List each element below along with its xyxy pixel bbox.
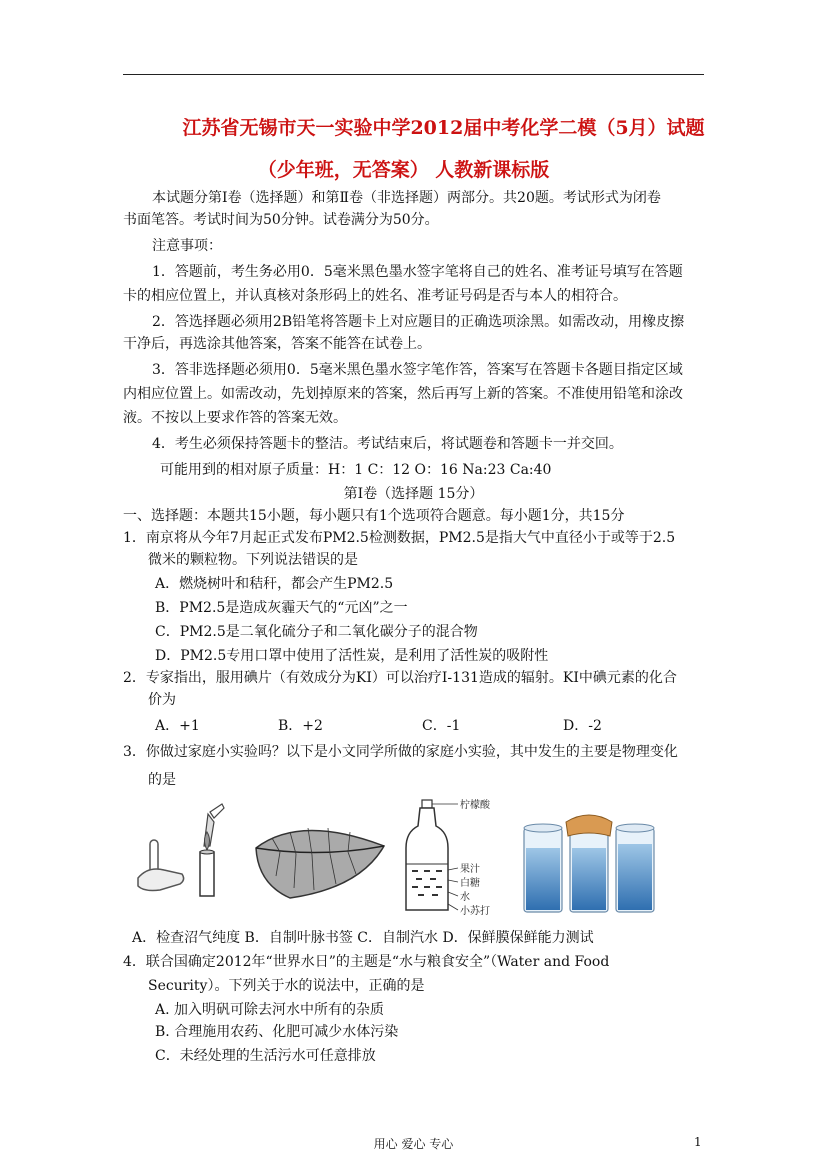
page-number: 1	[694, 1135, 702, 1149]
intro-line: 本试题分第Ⅰ卷（选择题）和第Ⅱ卷（非选择题）两部分。共20题。考试形式为闭卷	[152, 190, 661, 206]
question-1-option-c: C．PM2.5是二氧化硫分子和二氧化碳分子的混合物	[155, 624, 478, 640]
exam-title-line2: （少年班，无答案） 人教新课标版	[257, 159, 550, 181]
label-juice: 果汁	[460, 864, 480, 875]
question-3-options: A．检查沼气纯度 B．自制叶脉书签 C．自制汽水 D．保鲜膜保鲜能力测试	[132, 930, 594, 946]
question-2-stem: 价为	[148, 692, 176, 708]
homemade-soda-figure	[400, 798, 520, 918]
question-4-option-a: A. 加入明矾可除去河水中所有的杂质	[155, 1002, 385, 1018]
notice-item: 液。不按以上要求作答的答案无效。	[123, 410, 347, 426]
question-3-stem: 的是	[148, 772, 176, 788]
header-rule	[123, 74, 704, 75]
notice-item: 2．答选择题必须用2B铅笔将答题卡上对应题目的正确选项涂黑。如需改动，用橡皮擦	[152, 314, 685, 330]
label-water: 水	[460, 892, 470, 903]
question-1-stem: 1．南京将从今年7月起正式发布PM2.5检测数据，PM2.5是指大气中直径小于或等于2.5	[123, 530, 676, 546]
notice-item: 4．考生必须保持答题卡的整洁。考试结束后，将试题卷和答题卡一并交回。	[152, 436, 623, 452]
cling-film-test-figure	[520, 802, 660, 918]
section-instructions: 一、选择题：本题共15小题，每小题只有1个选项符合题意。每小题1分，共15分	[123, 508, 625, 524]
notice-item: 1．答题前，考生务必用0．5毫米黑色墨水签字笔将自己的姓名、准考证号填写在答题	[152, 264, 683, 280]
question-4-option-b: B. 合理施用农药、化肥可减少水体污染	[155, 1024, 399, 1040]
notice-item: 干净后，再选涂其他答案，答案不能答在试卷上。	[123, 336, 431, 352]
notice-heading: 注意事项：	[152, 238, 222, 254]
intro-line: 书面笔答。考试时间为50分钟。试卷满分为50分。	[123, 212, 439, 228]
question-1-option-a: A．燃烧树叶和秸秆，都会产生PM2.5	[155, 576, 394, 592]
biogas-test-figure	[130, 800, 230, 910]
atomic-masses: 可能用到的相对原子质量：H：1 C：12 O：16 Na:23 Ca:40	[160, 462, 552, 478]
question-2-option-b: B．+2	[278, 718, 323, 734]
exam-title-line1: 江苏省无锡市天一实验中学2012届中考化学二模（5月）试题	[182, 117, 705, 139]
question-2-option-a: A．+1	[155, 718, 200, 734]
label-soda: 小苏打	[460, 906, 490, 917]
question-3-stem: 3．你做过家庭小实验吗？以下是小文同学所做的家庭小实验，其中发生的主要是物理变化	[123, 744, 678, 760]
leaf-skeleton-figure	[250, 818, 390, 908]
notice-item: 卡的相应位置上，并认真核对条形码上的姓名、准考证号码是否与本人的相符合。	[123, 288, 627, 304]
question-3-figures	[120, 798, 680, 928]
question-1-stem: 微米的颗粒物。下列说法错误的是	[148, 552, 358, 568]
question-4-stem: Security）。下列关于水的说法中，正确的是	[148, 978, 425, 994]
page-footer: 用心 爱心 专心	[373, 1137, 454, 1151]
question-4-stem: 4．联合国确定2012年“世界水日”的主题是“水与粮食安全”（Water and Food	[123, 954, 610, 970]
label-sugar: 白糖	[460, 878, 480, 889]
question-1-option-d: D．PM2.5专用口罩中使用了活性炭，是利用了活性炭的吸附性	[155, 648, 549, 664]
section-title: 第Ⅰ卷（选择题 15分）	[343, 486, 484, 502]
question-2-option-d: D．-2	[563, 718, 602, 734]
question-1-option-b: B．PM2.5是造成灰霾天气的“元凶”之一	[155, 600, 408, 616]
notice-item: 内相应位置上。如需改动，先划掉原来的答案，然后再写上新的答案。不准使用铅笔和涂改	[123, 386, 683, 402]
question-2-stem: 2．专家指出，服用碘片（有效成分为KI）可以治疗I-131造成的辐射。KI中碘元素的化合	[123, 670, 677, 686]
label-lemon-acid: 柠檬酸	[460, 800, 490, 811]
notice-item: 3．答非选择题必须用0．5毫米黑色墨水签字笔作答，答案写在答题卡各题目指定区域	[152, 362, 683, 378]
question-4-option-c: C．未经处理的生活污水可任意排放	[155, 1048, 376, 1064]
question-2-option-c: C．-1	[422, 718, 461, 734]
